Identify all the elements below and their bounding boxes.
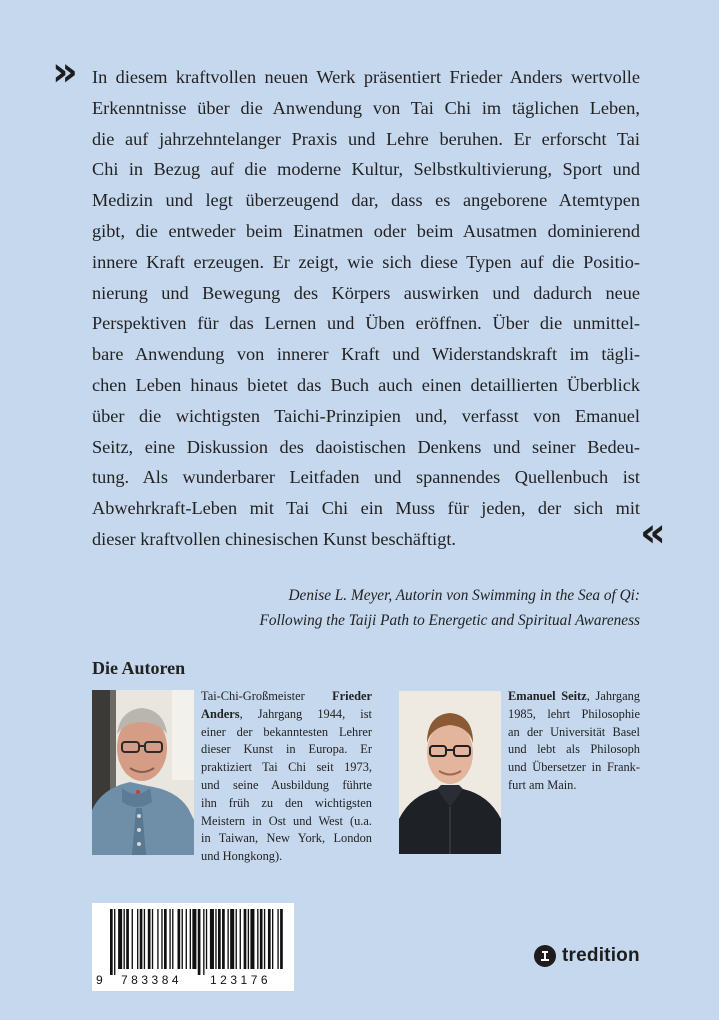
publisher-name: tredition [562,945,640,966]
barcode-bar [260,909,263,969]
barcode-digits-left: 783384 [121,973,183,987]
barcode-bar [277,909,278,969]
barcode-bar [222,909,225,969]
barcode-bar [132,909,133,969]
blurb-line: Chi in Bezug auf die moderne Kultur, Selbstkultivierung, Sport und [92,159,640,180]
barcode-bar [227,909,228,969]
barcode-bar [169,909,170,969]
author-photo-frieder-anders [92,690,194,855]
bio-line [201,688,372,706]
author-bio-frieder-anders [201,688,372,866]
bio-line [201,706,372,724]
barcode-bar [152,909,153,969]
authors-heading: Die Autoren [92,658,186,678]
blurb-line: Erkenntnisse über die Anwendung von Tai Chi im täglichen Leben, [92,97,640,118]
barcode-bar [264,909,265,969]
barcode-bar [206,909,207,969]
blurb-line: Abwehrkraft-Leben mit Tai Chi ein Muss für jeden, der sich mit [92,498,640,519]
barcode-bar [236,909,237,969]
attribution-line-1: Denise L. Meyer, Autorin von Swimming in the Sea of Qi: [288,587,640,604]
blurb-line: Perspektiven für das Lernen und Üben eröffnen. Über die unmittel- [92,313,640,334]
bio-text: , Jahrgang [586,689,641,703]
blurb-line: innere Kraft erzeugen. Er zeigt, wie sich diese Typen auf die Positio- [92,251,640,272]
barcode-bar [118,909,122,969]
bio-text: Tai-Chi-Großmeister [201,689,305,703]
barcode-bar [186,909,187,969]
bio-line: in Taiwan, New York, London [201,831,372,846]
barcode-bar [178,909,181,969]
barcode-bar [140,909,143,969]
bio-line: einer der bekanntesten Lehrer [201,724,372,739]
bio-line: ihn früh zu den wichtigsten [201,795,372,810]
author-photo-emanuel-seitz [399,691,501,854]
barcode-bar [268,909,271,969]
barcode-bar [230,909,234,969]
barcode-bar [144,909,145,969]
blurb-line: dieser kraftvollen chinesischen Kunst beschäftigt. [92,528,456,549]
bio-line: und seine Ausbildung führte [201,777,372,792]
barcode-bar [280,909,283,969]
barcode-bar [161,909,162,969]
blurb-line: gibt, die entweder beim Einatmen oder beim Ausatmen dominierend [92,220,640,241]
bio-line: an der Universität Basel [508,724,640,739]
bio-line [508,688,640,706]
barcode-digits-right: 123176 [210,973,272,987]
blurb-line: In diesem kraftvollen neuen Werk präsentiert Frieder Anders wertvolle [92,67,640,87]
barcode-bar [182,909,183,969]
barcode-bar [148,909,151,969]
bio-line: furt am Main. [508,777,577,792]
barcode-bar [257,909,258,969]
bio-line: und lebt als Philosoph [508,742,640,757]
barcode-bar [137,909,138,969]
barcode-bar [192,909,196,969]
author-name: Anders [201,706,240,721]
barcode-bar [198,909,201,975]
opening-quote-mark: » [52,49,78,95]
barcode-bar [250,909,254,969]
tredition-logo-icon [534,945,556,967]
bio-text: , Jahrgang 1944, ist [239,706,372,721]
blurb-line: bare Anwendung von innerer Kraft und Widerstandskraft im tägli- [92,344,640,365]
author-bio-emanuel-seitz [508,688,640,795]
bio-line: und Hongkong). [201,849,283,864]
barcode-bar [124,909,125,969]
barcode-bar [272,909,273,969]
blurb-text [92,62,640,555]
blurb-line: Seitz, eine Diskussion des daoistischen Denkens und seiner Bedeu- [92,436,640,457]
blurb-line: nierung und Bewegung des Körpers auswirken und dadurch neue [92,282,640,303]
barcode-digit-first: 9 [96,973,103,987]
barcode-bar [240,909,241,969]
barcode-bar [215,909,216,969]
blurb-line: chen Leben hinaus bietet das Buch auch einen detaillierten Überblick [92,374,640,395]
blurb-line: Medizin und legt überzeugend dar, dass es angeborene Atemtypen [92,190,640,211]
isbn-barcode [92,903,294,991]
barcode-bar [114,909,115,975]
barcode-bar [203,909,204,975]
barcode-bar [190,909,191,969]
bio-line: praktiziert Tai Chi seit 1973, [201,760,372,775]
barcode-bar [126,909,129,969]
barcode-bar [248,909,249,969]
attribution-line-2: Following the Taiji Path to Energetic and Spiritual Awareness [259,612,640,629]
author-name: Frieder [332,689,372,703]
closing-quote-mark: « [640,510,666,556]
barcode-bar [172,909,173,969]
barcode-bar [244,909,247,969]
barcode-bar [164,909,167,969]
barcode-bar [218,909,221,969]
blurb-line: über die wichtigsten Taichi-Prinzipien und, verfasst von Emanuel [92,405,640,426]
blurb-line: die auf jahrzehntelanger Praxis und Lehre beruhen. Er erforscht Tai [92,128,640,149]
blurb-line: tung. Als wunderbarer Leitfaden und spannendes Quellenbuch ist [92,467,640,488]
publisher-logo [534,943,640,969]
bio-line: dieser Kunst in Europa. Er [201,742,372,757]
barcode-bar [110,909,113,975]
bio-line: Meistern in Ost und West (u.a. [201,813,372,828]
bio-line: 1985, lehrt Philosophie [508,706,640,721]
bio-line: und Übersetzer in Frank- [508,760,640,775]
quote-attribution [92,583,640,633]
author-name: Emanuel Seitz [508,689,587,703]
barcode-bar [157,909,158,969]
barcode-bar [210,909,214,969]
